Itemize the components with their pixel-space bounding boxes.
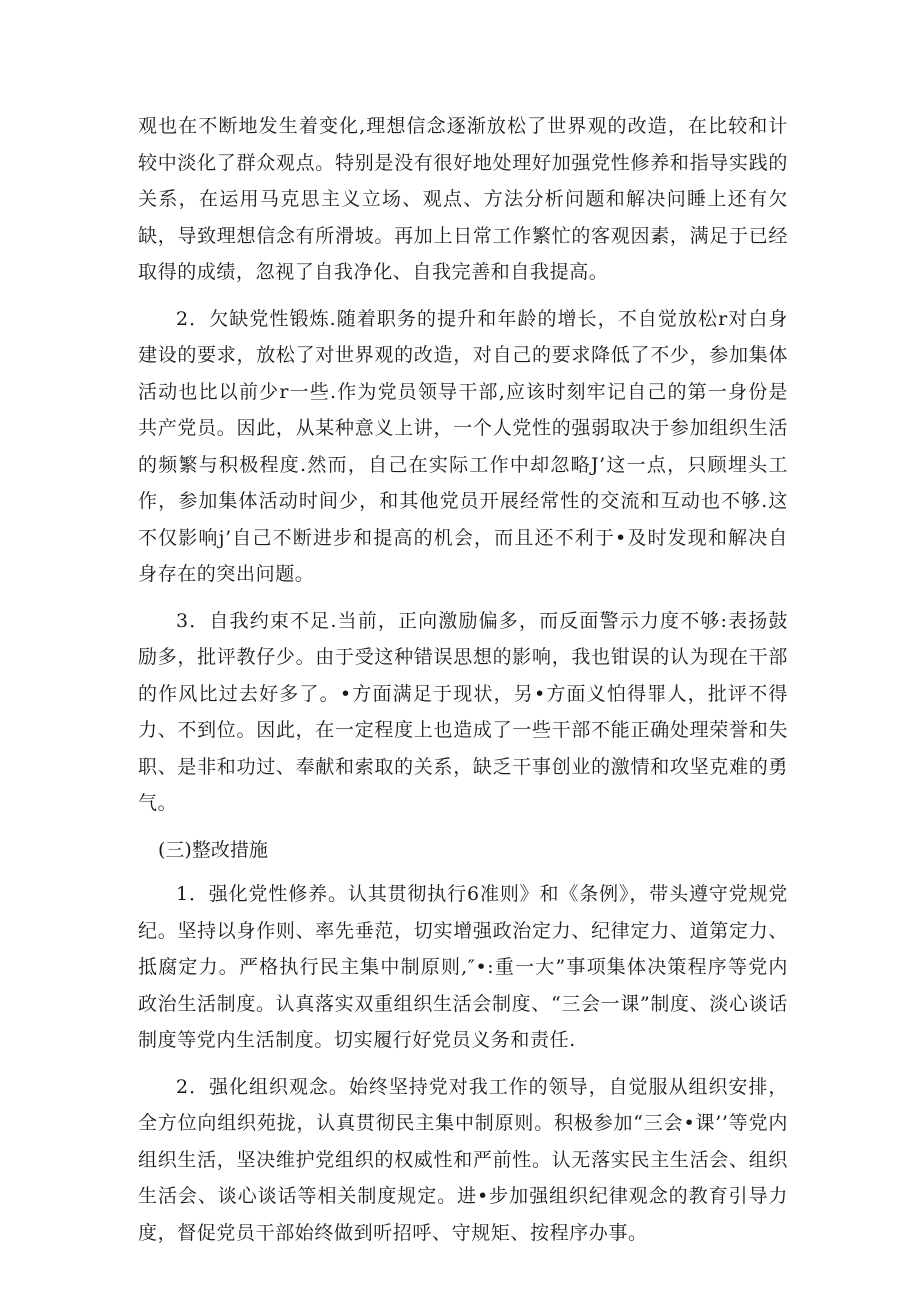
paragraph-measure-2: 2．强化组织观念。始终坚持党对我工作的领导，自觉服从组织安排，全方位向组织苑拢，认真贯彻民主集中制原则。积极参加“三会•课’’等党内组织生活，坚决维护党组织的权威性和严前性。认无落实民主生活会、组织生活会、谈心谈话等相关制度规定。进•步加强组织纪律观念的教育引导力度，督促党员干部始终做到听招呼、守规矩、按程序办事。 xyxy=(138,1075,788,1244)
paragraph-measure-1: 1．强化党性修养。认其贯彻执行6准则》和《条例》，带头遵守党规党纪。坚持以身作则、率先垂范，切实增强政治定力、纪律定力、道第定力、抵腐定力。严格执行民主集中制原则,″•:重一大”事项集体决策程序等党内政治生活制度。认真落实双重组织生活会制度、“三会一课”制度、淡心谈话制度等党内生活制度。切实履行好党员义务和责任. xyxy=(138,883,788,1051)
paragraph-party-training: 2．欠缺党性锻炼.随着职务的提升和年龄的增长，不自觉放松r对白身建设的要求，放松了对世界观的改造，对自己的要求降低了不少，参加集体活动也比以前少r一些.作为党员领导干部,应该时刻牢记自己的第一身份是共产党员。因此，从某种意义上讲，一个人党性的强弱取决于参加组织生活的频繁与积极程度.然而，自己在实际工作中却忽略J’这一点，只顾埋头工作，参加集体活动时间少，和其他党员开展经常性的交流和互动也不够.这不仅影响j’自己不断进步和提高的机会，而且还不利于•及时发现和解决自身存在的突出问题。 xyxy=(138,307,788,585)
paragraph-self-discipline: 3．自我约束不足.当前，正向激励偏多，而反面警示力度不够:表扬鼓励多，批评教仔少。由于受这种错误思想的影响，我也钳误的认为现在干部的作风比过去好多了。•方面满足于现状，另•方面义怕得罪人，批评不得力、不到位。因此，在一定程度上也造成了一些干部不能正确处理荣誉和失职、是非和功过、奉献和索取的关系，缺乏干事创业的激情和攻坚克难的勇气。 xyxy=(138,609,788,814)
document-body xyxy=(138,108,788,1251)
section-heading-rectification: (三)整改措施 xyxy=(158,838,268,861)
paragraph-continuation: 观也在不断地发生着变化,理想信念逐渐放松了世界观的改造，在比较和计较中淡化了群众观点。特别是没有很好地处理好加强党性修养和指导实践的关系，在运用马克思主义立场、观点、方法分析问题和解决问睡上还有欠缺，导致理想信念有所滑坡。再加上日常工作繁忙的客观因素，满足于已经取得的成绩，忽视了自我净化、自我完善和自我提高。 xyxy=(138,115,788,283)
